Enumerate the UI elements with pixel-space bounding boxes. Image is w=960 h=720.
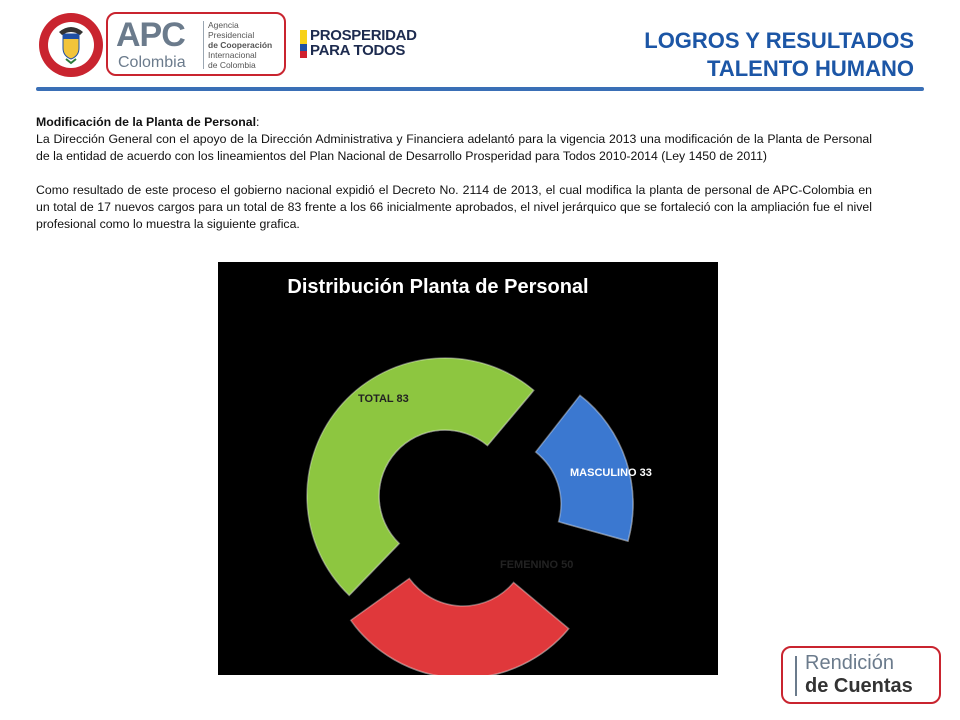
- chart-panel: [218, 262, 718, 675]
- apc-logo-agency-text: [208, 20, 284, 70]
- agency-line: Presidencial: [208, 30, 255, 40]
- prosperidad-line2: PARA TODOS: [310, 42, 406, 59]
- apc-colombia-logo: [106, 12, 286, 76]
- rc-logo-line1: Rendición: [805, 652, 894, 674]
- agency-line: Internacional: [208, 50, 257, 60]
- apc-logo-divider: [203, 21, 204, 69]
- rendicion-cuentas-logo: [781, 646, 941, 704]
- pie-chart: [218, 262, 718, 675]
- pie-label-masculino: MASCULINO 33: [570, 467, 652, 479]
- rc-logo-line2: de Cuentas: [805, 675, 913, 697]
- apc-logo-sub: Colombia: [118, 54, 186, 71]
- prosperidad-logo-text: [310, 28, 417, 58]
- apc-logo-word: APC: [116, 16, 185, 54]
- agency-line: Agencia: [208, 20, 239, 30]
- colombia-seal-logo: [38, 12, 104, 78]
- colombia-flag-icon: [300, 30, 307, 58]
- page-title-line2: TALENTO HUMANO: [707, 56, 914, 81]
- section-heading: Modificación de la Planta de Personal: [36, 115, 257, 129]
- header-divider: [36, 87, 924, 91]
- paragraph-2: Como resultado de este proceso el gobierno nacional expidió el Decreto No. 2114 de 2013, el cual modifica la planta de personal de APC-Colombia en un total de 17 nuevos cargos para un total de 83 frente a los 66 inicialmente aprobados, el nivel jerárquico que se fortaleció con la ampliación fue el nivel profesional como lo muestra la siguiente grafica.: [36, 183, 872, 231]
- pie-slice-femenino: [351, 578, 569, 675]
- pie-label-femenino: FEMENINO 50: [500, 559, 574, 571]
- chart-title: Distribución Planta de Personal: [287, 276, 589, 298]
- rc-logo-bar: [795, 656, 797, 696]
- page-title-line1: LOGROS Y RESULTADOS: [644, 28, 914, 53]
- agency-line: de Colombia: [208, 60, 256, 70]
- prosperidad-line1: PROSPERIDAD: [310, 27, 417, 44]
- content-body: Modificación de la Planta de Personal: La Dirección General con el apoyo de la Dirección Administrativa y Financiera adelantó para la vigencia 2013 una modificación de la Planta de Personal de la entidad de acuerdo con los lineamientos del Plan Nacional de Desarrollo Prosperidad para Todos 2010-2014 (Ley 1450 de 2011) Como resultado de este proceso el gobierno nacional expidió el Decreto No. 2114 de 2013, el cual modifica la planta de personal de APC-Colombia en un total de 17 nuevos cargos para un total de 83 frente a los 66 inicialmente aprobados, el nivel jerárquico que se fortaleció con la ampliación fue el nivel profesional como lo muestra la siguiente grafica.: [36, 115, 872, 231]
- agency-line: de Cooperación: [208, 40, 273, 50]
- paragraph-1: La Dirección General con el apoyo de la Dirección Administrativa y Financiera adelantó para la vigencia 2013 una modificación de la Planta de Personal de la entidad de acuerdo con los lineamientos del Plan Nacional de Desarrollo Prosperidad para Todos 2010-2014 (Ley 1450 de 2011): [36, 132, 872, 163]
- pie-label-total: TOTAL 83: [358, 393, 409, 405]
